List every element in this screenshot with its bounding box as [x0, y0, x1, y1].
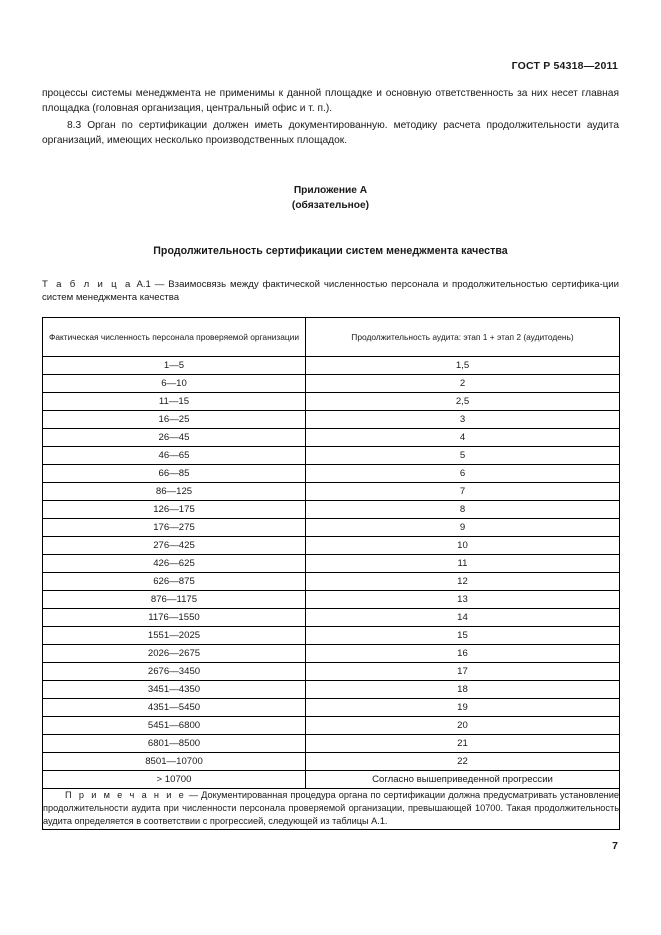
cell-duration: 18 [306, 681, 620, 699]
cell-duration: 15 [306, 627, 620, 645]
table-body [43, 357, 620, 830]
cell-duration: Согласно вышеприведенной прогрессии [306, 771, 620, 789]
table-row [43, 447, 620, 465]
table-row [43, 357, 620, 375]
cell-duration: 1,5 [306, 357, 620, 375]
table-caption [42, 278, 619, 305]
table-row [43, 501, 620, 519]
table-row [43, 537, 620, 555]
table-row [43, 375, 620, 393]
note-text: — Документированная процедура органа по сертификации должна предусматривать установление продолжительности аудита при численности персонала проверяемой организации, превышающей 10700. Такая продолжительность аудита определяется в соответствии с прогрессией, следующей из таблицы А.1. [43, 790, 619, 827]
table-row [43, 771, 620, 789]
table-row [43, 735, 620, 753]
cell-duration: 5 [306, 447, 620, 465]
section-title: Продолжительность сертификации систем менеджмента качества [153, 245, 508, 257]
cell-personnel: 6801—8500 [43, 735, 306, 753]
cell-personnel: 66—85 [43, 465, 306, 483]
certification-duration-table [42, 317, 620, 830]
table-row [43, 645, 620, 663]
cell-personnel: 2676—3450 [43, 663, 306, 681]
paragraph-clause-8-3: 8.3 Орган по сертификации должен иметь документированную. методику расчета продолжительности аудита организаций, имеющих несколько производственных площадок. [42, 120, 619, 146]
paragraph-continuation: процессы системы менеджмента не применимы к данной площадке и основную ответственность за них несет главная площадка (головная организация, центральный офис и т. п.). [42, 88, 619, 114]
cell-personnel: 16—25 [43, 411, 306, 429]
table-row [43, 519, 620, 537]
table-row [43, 699, 620, 717]
table-row [43, 591, 620, 609]
table-row [43, 609, 620, 627]
cell-personnel: 11—15 [43, 393, 306, 411]
cell-personnel: 3451—4350 [43, 681, 306, 699]
cell-personnel: 1176—1550 [43, 609, 306, 627]
cell-duration: 4 [306, 429, 620, 447]
cell-personnel: 46—65 [43, 447, 306, 465]
cell-personnel: 5451—6800 [43, 717, 306, 735]
cell-duration: 10 [306, 537, 620, 555]
cell-duration: 2 [306, 375, 620, 393]
table-caption-label: Т а б л и ц а [42, 279, 133, 290]
cell-personnel: 86—125 [43, 483, 306, 501]
table-row [43, 717, 620, 735]
cell-duration: 8 [306, 501, 620, 519]
cell-duration: 12 [306, 573, 620, 591]
cell-personnel: 4351—5450 [43, 699, 306, 717]
cell-duration: 13 [306, 591, 620, 609]
note-label: П р и м е ч а н и е [65, 790, 186, 800]
table-row [43, 555, 620, 573]
cell-duration: 17 [306, 663, 620, 681]
cell-personnel: 626—875 [43, 573, 306, 591]
cell-duration: 2,5 [306, 393, 620, 411]
column-header-duration: Продолжительность аудита: этап 1 + этап 2 (аудитодень) [306, 318, 620, 357]
cell-duration: 9 [306, 519, 620, 537]
cell-personnel: 26—45 [43, 429, 306, 447]
table-row [43, 411, 620, 429]
running-header: ГОСТ Р 54318—2011 [511, 60, 618, 72]
cell-duration: 7 [306, 483, 620, 501]
table-row [43, 663, 620, 681]
table-note-row [43, 789, 620, 830]
cell-duration: 11 [306, 555, 620, 573]
cell-duration: 3 [306, 411, 620, 429]
cell-duration: 6 [306, 465, 620, 483]
table-row [43, 483, 620, 501]
table-row [43, 393, 620, 411]
cell-personnel: 1551—2025 [43, 627, 306, 645]
cell-personnel: 876—1175 [43, 591, 306, 609]
cell-personnel: 2026—2675 [43, 645, 306, 663]
cell-personnel: 176—275 [43, 519, 306, 537]
cell-personnel: 276—425 [43, 537, 306, 555]
cell-personnel: 8501—10700 [43, 753, 306, 771]
appendix-status: (обязательное) [291, 199, 370, 211]
cell-personnel: 6—10 [43, 375, 306, 393]
appendix-heading [0, 184, 661, 213]
table-note [43, 789, 620, 830]
table-row [43, 753, 620, 771]
cell-personnel: 426—625 [43, 555, 306, 573]
table-header-row [43, 318, 620, 357]
column-header-personnel: Фактическая численность персонала проверяемой организации [43, 318, 306, 357]
cell-duration: 21 [306, 735, 620, 753]
cell-duration: 20 [306, 717, 620, 735]
table-row [43, 465, 620, 483]
table-row [43, 627, 620, 645]
body-text-block [42, 87, 619, 148]
table-row [43, 681, 620, 699]
table-caption-text: — Взаимосвязь между фактической численностью персонала и продолжительностью сертифика-ции систем менеджмента качества [42, 279, 620, 304]
cell-duration: 22 [306, 753, 620, 771]
appendix-label: Приложение А [293, 185, 368, 196]
cell-personnel: > 10700 [43, 771, 306, 789]
cell-duration: 16 [306, 645, 620, 663]
cell-duration: 14 [306, 609, 620, 627]
table-row [43, 429, 620, 447]
cell-personnel: 126—175 [43, 501, 306, 519]
table-caption-number: А.1 [136, 279, 151, 290]
cell-personnel: 1—5 [43, 357, 306, 375]
cell-duration: 19 [306, 699, 620, 717]
table-row [43, 573, 620, 591]
page-number: 7 [612, 840, 618, 852]
